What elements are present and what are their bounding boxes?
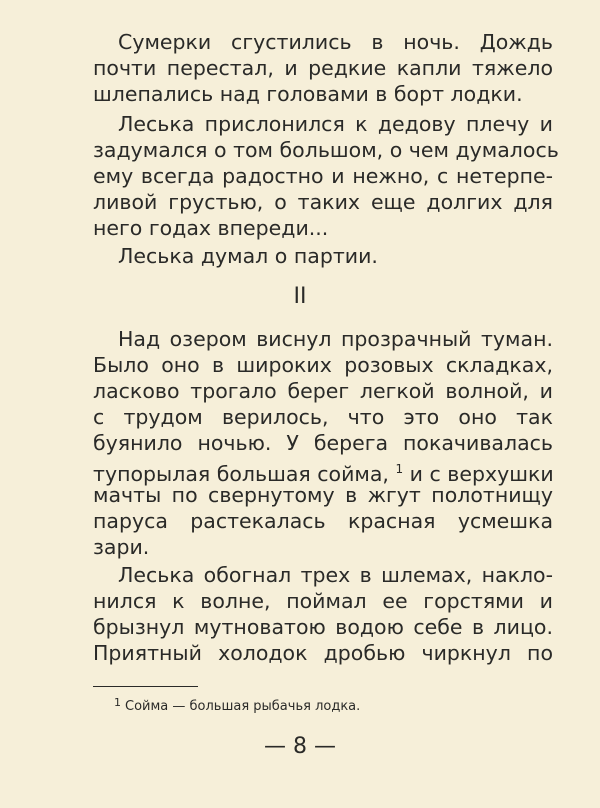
text-line: мачты по свернутому в жгут полотнищу xyxy=(93,483,553,507)
text-fragment: и с верхушки xyxy=(409,462,554,486)
footnote-text: Сойма — большая рыбачья лодка. xyxy=(125,699,361,714)
text-line: ему всегда радостно и нежно, с нетерпе- xyxy=(93,164,553,188)
text-line: шлепались над головами в борт лодки. xyxy=(93,82,523,106)
text-line: брызнул мутноватою водою себе в лицо. xyxy=(93,615,553,639)
text-line: ласково трогало берег легкой волной, и xyxy=(93,379,553,403)
footnote-reference: 1 xyxy=(395,462,404,476)
text-line: Приятный холодок дробью чиркнул по xyxy=(93,641,553,665)
footnote-divider xyxy=(93,686,198,687)
section-heading: II xyxy=(293,284,307,309)
text-line: Леська думал о партии. xyxy=(118,244,378,268)
text-line: Сумерки сгустились в ночь. Дождь xyxy=(118,30,553,54)
text-line: с трудом верилось, что это оно так xyxy=(93,405,553,429)
text-line: Леська обогнал трех в шлемах, накло- xyxy=(118,563,553,587)
text-fragment: тупорылая большая сойма, xyxy=(93,462,389,486)
text-line: почти перестал, и редкие капли тяжело xyxy=(93,56,553,80)
text-line: задумался о том большом, о чем думалось xyxy=(93,138,559,162)
footnote xyxy=(114,694,360,716)
text-line: Леська прислонился к дедову плечу и xyxy=(118,112,553,136)
text-line: Было оно в широких розовых складках, xyxy=(93,353,553,377)
text-line: нился к волне, поймал ее горстями и xyxy=(93,589,553,613)
text-line: буянило ночью. У берега покачивалась xyxy=(93,431,553,455)
text-line: зари. xyxy=(93,535,150,559)
text-line: ливой грустью, о таких еще долгих для xyxy=(93,190,553,214)
text-line: паруса растекалась красная усмешка xyxy=(93,509,553,533)
text-line: него годах впереди... xyxy=(93,216,329,240)
page-number: — 8 — xyxy=(264,734,336,759)
text-line: Над озером виснул прозрачный туман. xyxy=(118,327,553,351)
footnote-mark: 1 xyxy=(114,696,121,709)
